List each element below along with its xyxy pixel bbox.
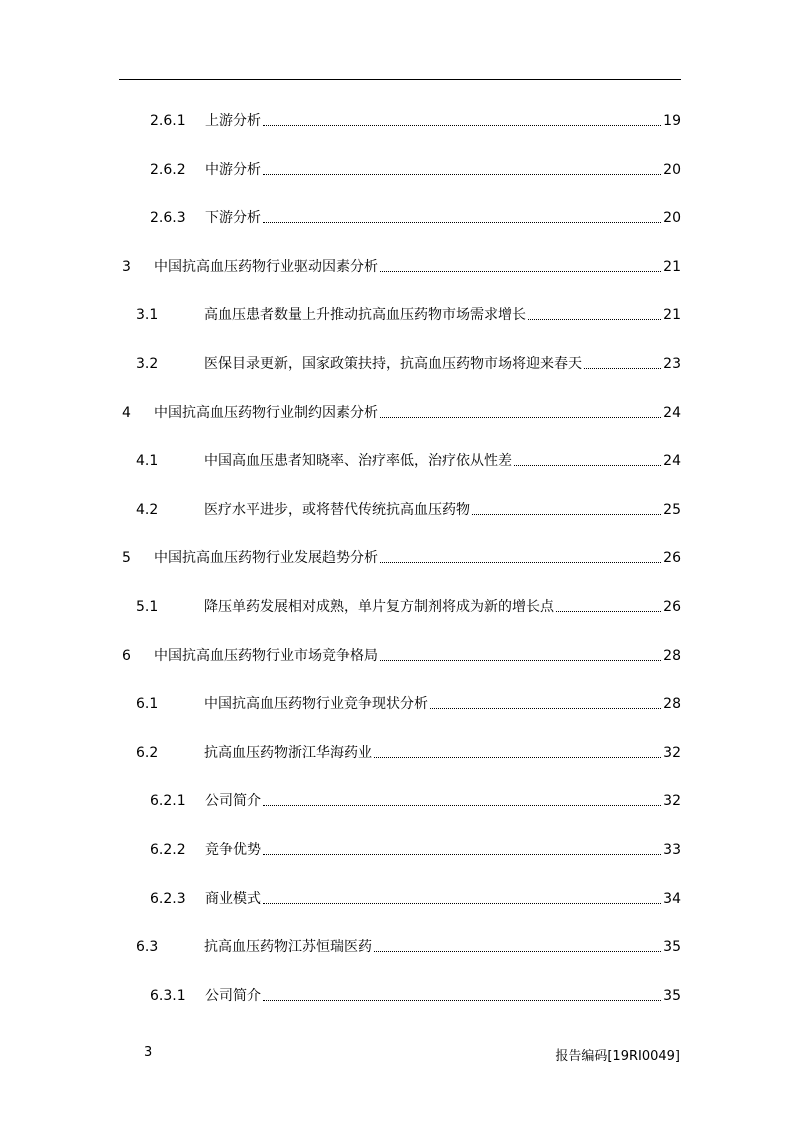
toc-entry-page: 23 — [663, 356, 681, 372]
header-rule — [119, 79, 681, 80]
toc-entry-number: 5.1 — [136, 599, 159, 615]
toc-entry-number: 5 — [122, 550, 131, 567]
toc-entry-number: 2.6.3 — [150, 210, 186, 227]
toc-entry-title: 抗高血压药物浙江华海药业 — [204, 744, 372, 761]
toc-dot-leader — [263, 125, 661, 126]
toc-dot-leader — [380, 660, 661, 661]
toc-entry-number: 6.2 — [136, 744, 159, 761]
toc-entry[interactable] — [119, 930, 681, 956]
toc-entry-page: 19 — [663, 113, 681, 129]
toc-dot-leader — [263, 174, 661, 175]
toc-entry-page: 28 — [663, 696, 681, 713]
toc-dot-leader — [584, 368, 661, 369]
toc-entry-page: 20 — [663, 161, 681, 178]
toc-entry-page: 25 — [663, 501, 681, 518]
toc-entry-number: 6.2.3 — [150, 890, 186, 907]
toc-entry-page: 26 — [663, 550, 681, 567]
footer-page-number: 3 — [144, 1045, 153, 1060]
toc-entry[interactable] — [119, 298, 681, 324]
toc-entry-number: 6.3 — [136, 939, 159, 956]
toc-entry-title: 竞争优势 — [205, 842, 261, 858]
toc-entry-title: 中国高血压患者知晓率、治疗率低，治疗依从性差 — [204, 453, 512, 470]
toc-entry-number: 2.6.2 — [150, 161, 186, 178]
toc-entry-number: 4.2 — [136, 501, 159, 518]
toc-entry-page: 35 — [663, 987, 681, 1004]
footer-report-code: 报告编码[19RI0049] — [555, 1049, 680, 1064]
toc-entry-page: 33 — [663, 842, 681, 858]
toc-entry-title: 中国抗高血压药物行业市场竞争格局 — [154, 647, 378, 664]
toc-entry[interactable] — [119, 979, 681, 1005]
toc-entry-title: 中游分析 — [205, 161, 261, 178]
toc-entry-title: 医保目录更新，国家政策扶持，抗高血压药物市场将迎来春天 — [204, 356, 582, 372]
toc-entry-title: 下游分析 — [205, 210, 261, 227]
toc-dot-leader — [263, 903, 661, 904]
toc-dot-leader — [380, 417, 661, 418]
toc-entry[interactable] — [119, 153, 681, 179]
toc-entry-title: 中国抗高血压药物行业制约因素分析 — [154, 404, 378, 421]
toc-dot-leader — [472, 514, 661, 515]
toc-entry-number: 2.6.1 — [150, 113, 186, 129]
toc-entry-page: 26 — [663, 599, 681, 615]
toc-entry-number: 4.1 — [136, 453, 159, 470]
toc-entry-number: 6.1 — [136, 696, 159, 713]
toc-entry[interactable] — [119, 493, 681, 519]
toc-entry[interactable] — [119, 347, 681, 373]
toc-entry-title: 公司简介 — [205, 793, 261, 810]
toc-entry-title: 中国抗高血压药物行业竞争现状分析 — [204, 696, 428, 713]
toc-entry-number: 3.1 — [136, 307, 159, 324]
toc-entry-number: 6 — [122, 647, 131, 664]
toc-dot-leader — [374, 757, 661, 758]
toc-entry[interactable] — [119, 590, 681, 616]
toc-entry-title: 商业模式 — [205, 890, 261, 907]
toc-entry[interactable] — [119, 201, 681, 227]
toc-entry-title: 抗高血压药物江苏恒瑞医药 — [204, 939, 372, 956]
toc-entry-number: 3.2 — [136, 356, 159, 372]
toc-entry-title: 降压单药发展相对成熟，单片复方制剂将成为新的增长点 — [204, 599, 554, 615]
toc-entry-page: 20 — [663, 210, 681, 227]
toc-entry[interactable] — [119, 833, 681, 859]
toc-dot-leader — [430, 708, 661, 709]
toc-entry[interactable] — [119, 541, 681, 567]
toc-entry-page: 24 — [663, 453, 681, 470]
toc-entry-title: 公司简介 — [205, 987, 261, 1004]
toc-entry-title: 医疗水平进步，或将替代传统抗高血压药物 — [204, 501, 470, 518]
toc-entry-page: 32 — [663, 744, 681, 761]
toc-entry-page: 21 — [663, 307, 681, 324]
toc-entry[interactable] — [119, 784, 681, 810]
toc-dot-leader — [374, 951, 661, 952]
toc-entry[interactable] — [119, 736, 681, 762]
toc-entry[interactable] — [119, 687, 681, 713]
toc-dot-leader — [380, 271, 661, 272]
toc-entry-number: 3 — [122, 258, 131, 275]
toc-entry-title: 中国抗高血压药物行业发展趋势分析 — [154, 550, 378, 567]
toc-entry-title: 中国抗高血压药物行业驱动因素分析 — [154, 258, 378, 275]
toc-dot-leader — [263, 805, 661, 806]
toc-entry[interactable] — [119, 250, 681, 276]
toc-dot-leader — [263, 222, 661, 223]
toc-dot-leader — [263, 854, 661, 855]
toc-entry[interactable] — [119, 639, 681, 665]
toc-entry-page: 34 — [663, 890, 681, 907]
toc-dot-leader — [528, 319, 661, 320]
toc-dot-leader — [556, 611, 661, 612]
toc-entry-title: 高血压患者数量上升推动抗高血压药物市场需求增长 — [204, 307, 526, 324]
toc-dot-leader — [380, 562, 661, 563]
toc-dot-leader — [263, 1000, 661, 1001]
toc-entry-page: 21 — [663, 258, 681, 275]
toc-entry[interactable] — [119, 882, 681, 908]
toc-entry-number: 4 — [122, 404, 131, 421]
toc-dot-leader — [514, 465, 661, 466]
toc-entry[interactable] — [119, 444, 681, 470]
toc-entry-number: 6.3.1 — [150, 987, 186, 1004]
toc-entry[interactable] — [119, 104, 681, 130]
toc-entry-number: 6.2.1 — [150, 793, 186, 810]
toc-entry-number: 6.2.2 — [150, 842, 186, 858]
toc-entry-page: 32 — [663, 793, 681, 810]
toc-entry-page: 24 — [663, 404, 681, 421]
toc-entry-page: 35 — [663, 939, 681, 956]
toc-entry-page: 28 — [663, 647, 681, 664]
toc-entry-title: 上游分析 — [205, 113, 261, 129]
toc-entry[interactable] — [119, 396, 681, 422]
